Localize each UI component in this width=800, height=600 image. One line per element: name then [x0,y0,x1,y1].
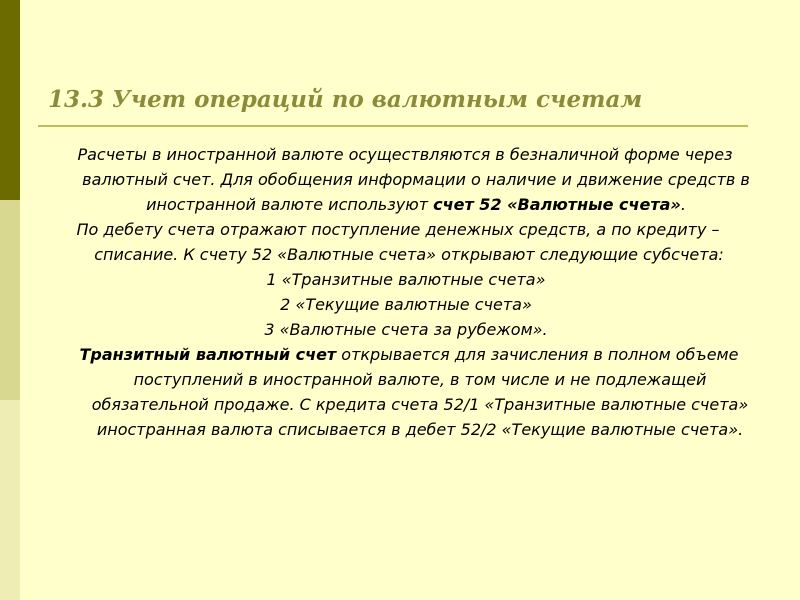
account-52-emphasis: счет 52 «Валютные счета» [433,195,681,214]
subaccount-item-1: 1 «Транзитные валютные счета» [266,270,546,289]
title-underline [38,125,748,127]
paragraph-text: открывается для зачисления в полном объеме поступлений в иностранной валюте, в том числе и не подлежащей обязательной продаже. С кредита счета 52/1 «Транзитные валютные счета» иностранная валюта списывается в дебет 52/2 «Текущие валютные счета». [91,345,749,439]
sidebar-stripe-top [0,0,20,200]
subaccount-item-3: 3 «Валютные счета за рубежом». [264,320,548,339]
subaccount-item-2: 2 «Текущие валютные счета» [280,295,532,314]
paragraph-end: . [680,195,686,214]
paragraph-text: Расчеты в иностранной валюте осуществляются в безналичной форме через валютный счет. Для обобщения информации о наличие и движение средств в иностранной валюте используют [77,145,750,214]
paragraph-transit-account [52,342,760,442]
slide-body [52,142,760,442]
sidebar-stripe-middle [0,200,20,400]
slide-title: 13.3 Учет операций по валютным счетам [48,86,643,113]
paragraph-currency-settlements [52,142,760,217]
transit-account-emphasis: Транзитный валютный счет [79,345,337,364]
paragraph-debit-credit: По дебету счета отражают поступление денежных средств, а по кредиту – списание. К счету 52 «Валютные счета» открывают следующие субсчета: [76,220,724,264]
sidebar-stripe-bottom [0,400,20,600]
